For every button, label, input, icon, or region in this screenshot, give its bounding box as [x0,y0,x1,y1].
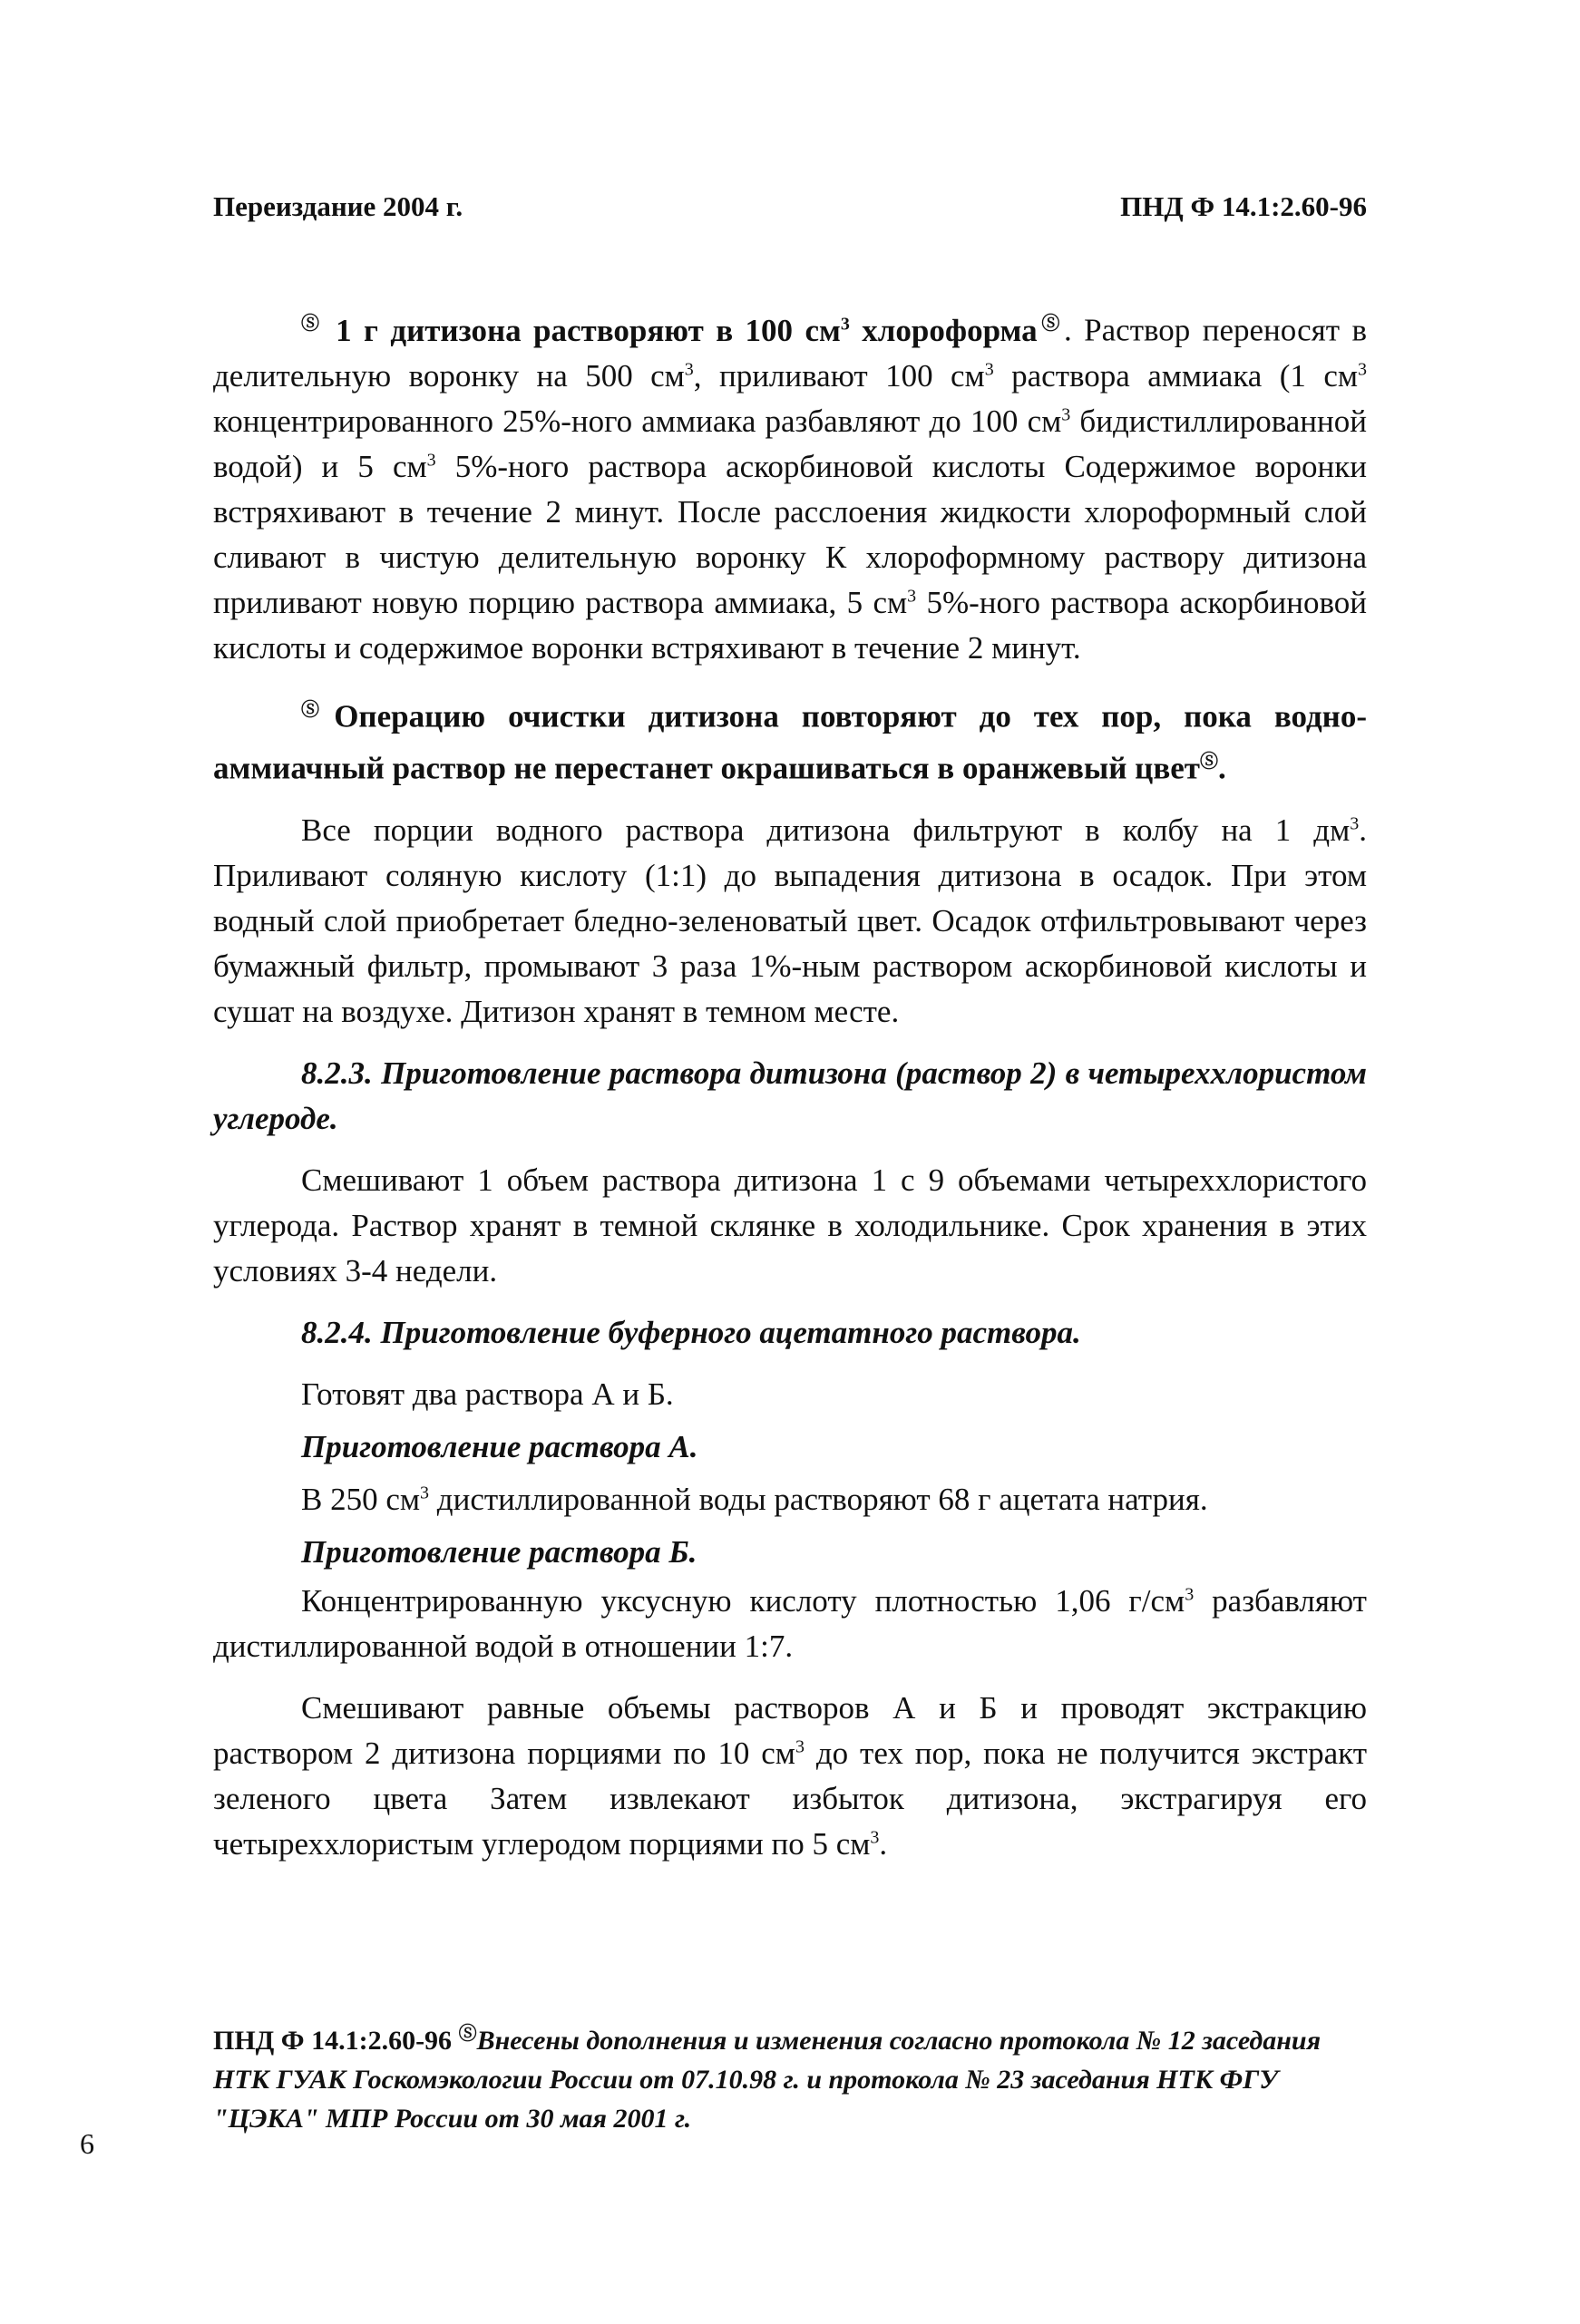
subheading-solution-a: Приготовление раствора А. [301,1428,698,1464]
amendment-mark-icon: Ⓢ [1199,752,1218,773]
paragraph-dithizone-dissolve: Ⓢ 1 г дитизона растворяют в 100 $см^3$ хлороформаⓈ. Раствор переносят в делительную воронку на 500 $см^3$, приливают 100 $см^3$ раствора аммиака (1 $см^3$ концентрированного 25%-ного аммиака разбавляют до 100 $см^3$ бидистиллированной водой) и 5 $см^3$ 5%-ного раствора аскорбиновой кислоты Содержимое воронки встряхивают в течение 2 минут. После расслоения жидкости хлороформный слой сливают в чистую делительную воронку К хлороформному раствору дитизона приливают новую порцию раствора аммиака, 5 $см^3$ 5%-ного раствора аскорбиновой кислоты и содержимое воронки встряхивают в течение 2 минут. [213,312,1368,666]
section-heading-8-2-4: 8.2.4. Приготовление буферного ацетатного раствора. [301,1314,1081,1350]
paragraph-solution-b: Концентрированную уксусную кислоту плотностью 1,06 $г/см^3$ разбавляют дистиллированной водой в отношении 1:7. [213,1582,1367,1664]
amendment-mark-icon: Ⓢ [1037,314,1064,334]
header-doc-code: ПНД Ф 14.1:2.60-96 [1120,190,1367,222]
paragraph-two-solutions: Готовят два раствора А и Б. [301,1376,674,1412]
document-body [213,301,1367,1883]
paragraph-solution-2: Смешивают 1 объем раствора дитизона 1 с 9 объемами четыреххлористого углерода. Раствор хранят в темной склянке в холодильнике. Срок хранения в этих условиях 3-4 недели. [213,1162,1367,1288]
footnote-doc-code: ПНД Ф 14.1:2.60-96 [213,2026,453,2056]
section-heading-8-2-3: 8.2.3. Приготовление раствора дитизона (раствор 2) в четыреххлористом углероде. [213,1055,1367,1136]
footnote-text: Внесены дополнения и изменения согласно протокола № 12 заседания НТК ГУАК Госкомэкологии России от 07.10.98 г. и протокола № 23 заседания НТК ФГУ "ЦЭКА" МПР России от 30 мая 2001 г. [213,2026,1322,2134]
subheading-solution-b: Приготовление раствора Б. [301,1533,697,1570]
paragraph-extraction: Смешивают равные объемы растворов А и Б и проводят экстракцию раствором 2 дитизона порциями по 10 $см^3$ до тех пор, пока не получится экстракт зеленого цвета Затем извлекают избыток дитизона, экстрагируя его четыреххлористым углеродом порциями по 5 $см^3$. [213,1689,1367,1862]
paragraph-purification-repeat: ⓈОперацию очистки дитизона повторяют до тех пор, пока водно-аммиачный раствор не перестанет окрашиваться в оранжевый цветⓈ. [213,698,1367,786]
paragraph-solution-a: В 250 $см^3$ дистиллированной воды растворяют 68 г ацетата натрия. [301,1481,1208,1517]
bold-lead: 1 г дитизона растворяют в 100 $см^3$ хлороформа [323,312,1038,348]
header-reissue: Переиздание 2004 г. [213,190,463,222]
amendment-mark-icon: Ⓢ [458,2024,477,2044]
amendment-mark-icon: Ⓢ [301,314,324,334]
footnote [213,2015,1367,2138]
paragraph-filtration: Все порции водного раствора дитизона фильтруют в колбу на 1 $дм^3$. Приливают соляную кислоту (1:1) до выпадения дитизона в осадок. При этом водный слой приобретает бледно-зеленоватый цвет. Осадок отфильтровывают через бумажный фильтр, промывают 3 раза 1%-ным раствором аскорбиновой кислоты и сушат на воздухе. Дитизон хранят в темном месте. [213,812,1367,1029]
page-number: 6 [80,2127,94,2160]
amendment-mark-icon: Ⓢ [301,699,335,720]
